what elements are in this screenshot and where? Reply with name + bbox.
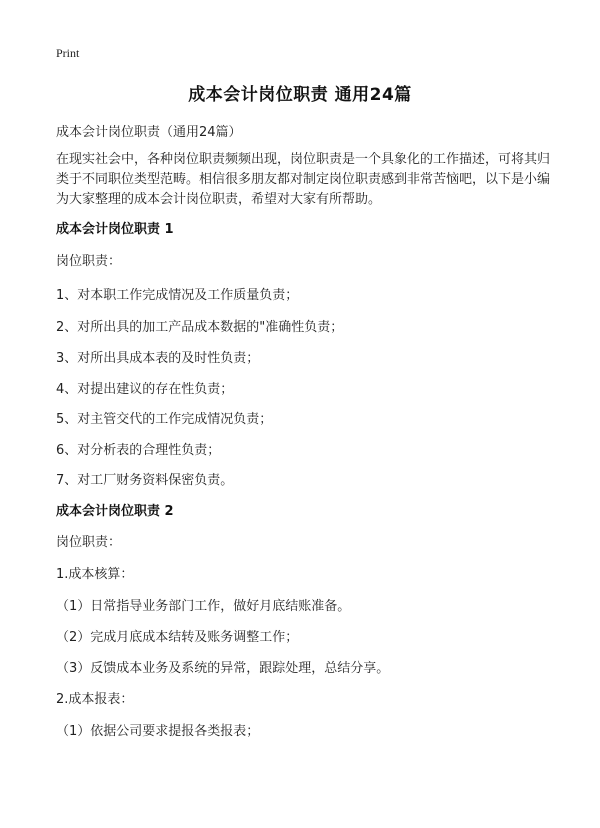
section-heading: 成本会计岗位职责 1 [56, 222, 174, 237]
duty-subheading: 2.成本报表： [56, 692, 134, 707]
duty-item: （1）日常指导业务部门工作，做好月底结账准备。 [56, 599, 351, 614]
duty-item: 6、对分析表的合理性负责； [56, 443, 221, 458]
page-title: 成本会计岗位职责 通用24篇 [188, 85, 412, 105]
intro-paragraph: 在现实社会中，各种岗位职责频频出现，岗位职责是一个具象化的工作描述，可将其归类于不同职位类型范畴。相信很多朋友都对制定岗位职责感到非常苦恼吧，以下是小编为大家整理的成本会计岗位职责，希望对大家有所帮助。 [56, 152, 551, 207]
duty-label: 岗位职责： [56, 254, 122, 269]
duty-item: 1、对本职工作完成情况及工作质量负责； [56, 288, 299, 303]
duty-item: 2、对所出具的加工产品成本数据的"准确性负责； [56, 320, 344, 335]
duty-item: 5、对主管交代的工作完成情况负责； [56, 412, 273, 427]
duty-subheading: 1.成本核算： [56, 567, 134, 582]
page-subtitle: 成本会计岗位职责（通用24篇） [56, 125, 242, 140]
duty-item: （1）依据公司要求提报各类报表； [56, 724, 260, 739]
duty-item: 3、对所出具成本表的及时性负责； [56, 351, 260, 366]
duty-label: 岗位职责： [56, 535, 122, 550]
duty-item: 4、对提出建议的存在性负责； [56, 382, 234, 397]
duty-item: 7、对工厂财务资料保密负责。 [56, 473, 234, 488]
duty-item: （2）完成月底成本结转及账务调整工作； [56, 630, 299, 645]
duty-item: （3）反馈成本业务及系统的异常，跟踪处理，总结分享。 [56, 661, 390, 676]
section-heading: 成本会计岗位职责 2 [56, 504, 174, 519]
print-link[interactable]: Print [56, 46, 80, 60]
